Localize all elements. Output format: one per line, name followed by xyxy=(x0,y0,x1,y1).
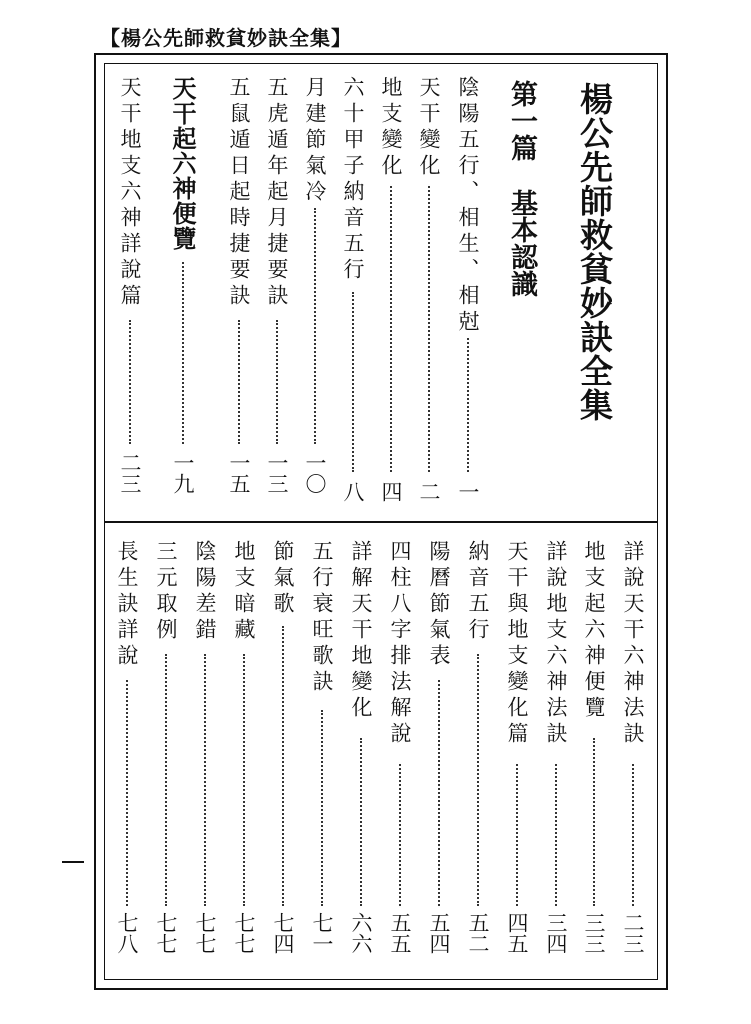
toc-entry-title: 陰陽五行、相生、相尅 xyxy=(456,76,480,336)
toc-entry-page: 七七 xyxy=(193,912,217,954)
toc-leader-dots xyxy=(321,710,323,906)
toc-entry-page: 三四 xyxy=(544,912,568,954)
toc-entry-title: 四柱八字排法解說 xyxy=(388,540,412,748)
chapter-label: 第一篇 xyxy=(506,80,537,161)
toc-entry-title: 地支起六神便覽 xyxy=(582,540,606,722)
toc-leader-dots xyxy=(516,764,518,906)
toc-leader-dots xyxy=(129,320,131,444)
toc-entry-title: 納音五行 xyxy=(466,540,490,644)
toc-entry-page: 一〇 xyxy=(303,452,327,494)
toc-entry-title: 詳說地支六神法訣 xyxy=(544,540,568,748)
toc-leader-dots xyxy=(243,654,245,906)
toc-entry-page: 三三 xyxy=(582,912,606,954)
toc-entry-page: 八 xyxy=(341,481,365,502)
toc-leader-dots xyxy=(282,626,284,906)
toc-entry-title: 節氣歌 xyxy=(271,540,295,618)
page-number-mark xyxy=(62,861,84,863)
toc-entry-title: 詳說天干六神法訣 xyxy=(621,540,645,748)
toc-entry-page: 四五 xyxy=(505,912,529,954)
toc-entry-page: 一五 xyxy=(227,452,251,494)
running-header: 【楊公先師救貧妙訣全集】 xyxy=(100,26,352,50)
toc-entry-title: 五虎遁年起月捷要訣 xyxy=(265,76,289,310)
toc-entry-title: 天干地支六神詳說篇 xyxy=(118,76,142,310)
toc-entry-title: 地支變化 xyxy=(379,76,403,180)
toc-leader-dots xyxy=(204,654,206,906)
toc-leader-dots xyxy=(390,186,392,472)
toc-entry-title: 五行衰旺歌訣 xyxy=(310,540,334,696)
toc-entry-title: 六十甲子納音五行 xyxy=(341,76,365,284)
toc-entry-title: 月建節氣冷 xyxy=(303,76,327,206)
toc-entry-title: 長生訣詳說 xyxy=(115,540,139,670)
toc-entry-page: 二三 xyxy=(621,912,645,954)
chapter-heading xyxy=(508,80,535,297)
toc-leader-dots xyxy=(477,654,479,906)
toc-leader-dots xyxy=(314,208,316,444)
toc-leader-dots xyxy=(352,292,354,472)
toc-entry-page: 七八 xyxy=(115,912,139,954)
toc-entry-page: 一 xyxy=(456,481,480,502)
toc-entry-title: 天干起六神便覽 xyxy=(168,76,196,251)
toc-leader-dots xyxy=(126,680,128,906)
toc-leader-dots xyxy=(438,680,440,906)
toc-entry-page: 七一 xyxy=(310,912,334,954)
toc-leader-dots xyxy=(399,764,401,906)
toc-entry-page: 二三 xyxy=(118,452,142,494)
toc-leader-dots xyxy=(276,320,278,444)
toc-entry-page: 七七 xyxy=(154,912,178,954)
toc-entry-page: 一九 xyxy=(171,452,195,494)
toc-leader-dots xyxy=(360,738,362,906)
chapter-name: 基本認識 xyxy=(506,189,537,297)
toc-entry-title: 地支暗藏 xyxy=(232,540,256,644)
toc-leader-dots xyxy=(632,764,634,906)
toc-entry-title: 三元取例 xyxy=(154,540,178,644)
section-divider xyxy=(104,521,658,523)
book-title: 楊公先師救貧妙訣全集 xyxy=(575,82,614,422)
toc-entry-title: 天干變化 xyxy=(417,76,441,180)
toc-entry-page: 七四 xyxy=(271,912,295,954)
toc-leader-dots xyxy=(467,338,469,472)
toc-entry-page: 五二 xyxy=(466,912,490,954)
toc-entry-page: 五四 xyxy=(427,912,451,954)
toc-entry-page: 五五 xyxy=(388,912,412,954)
toc-entry-page: 二 xyxy=(417,481,441,502)
toc-leader-dots xyxy=(593,738,595,906)
toc-leader-dots xyxy=(182,262,184,444)
toc-entry-page: 六六 xyxy=(349,912,373,954)
toc-entry-title: 陰陽差錯 xyxy=(193,540,217,644)
toc-entry-title: 五鼠遁日起時捷要訣 xyxy=(227,76,251,310)
toc-leader-dots xyxy=(555,764,557,906)
toc-entry-page: 七七 xyxy=(232,912,256,954)
toc-entry-title: 天干與地支變化篇 xyxy=(505,540,529,748)
toc-entry-page: 一三 xyxy=(265,452,289,494)
toc-leader-dots xyxy=(428,186,430,472)
toc-entry-title: 陽曆節氣表 xyxy=(427,540,451,670)
toc-leader-dots xyxy=(238,320,240,444)
toc-leader-dots xyxy=(165,654,167,906)
toc-entry-page: 四 xyxy=(379,481,403,502)
toc-entry-title: 詳解天干地變化 xyxy=(349,540,373,722)
